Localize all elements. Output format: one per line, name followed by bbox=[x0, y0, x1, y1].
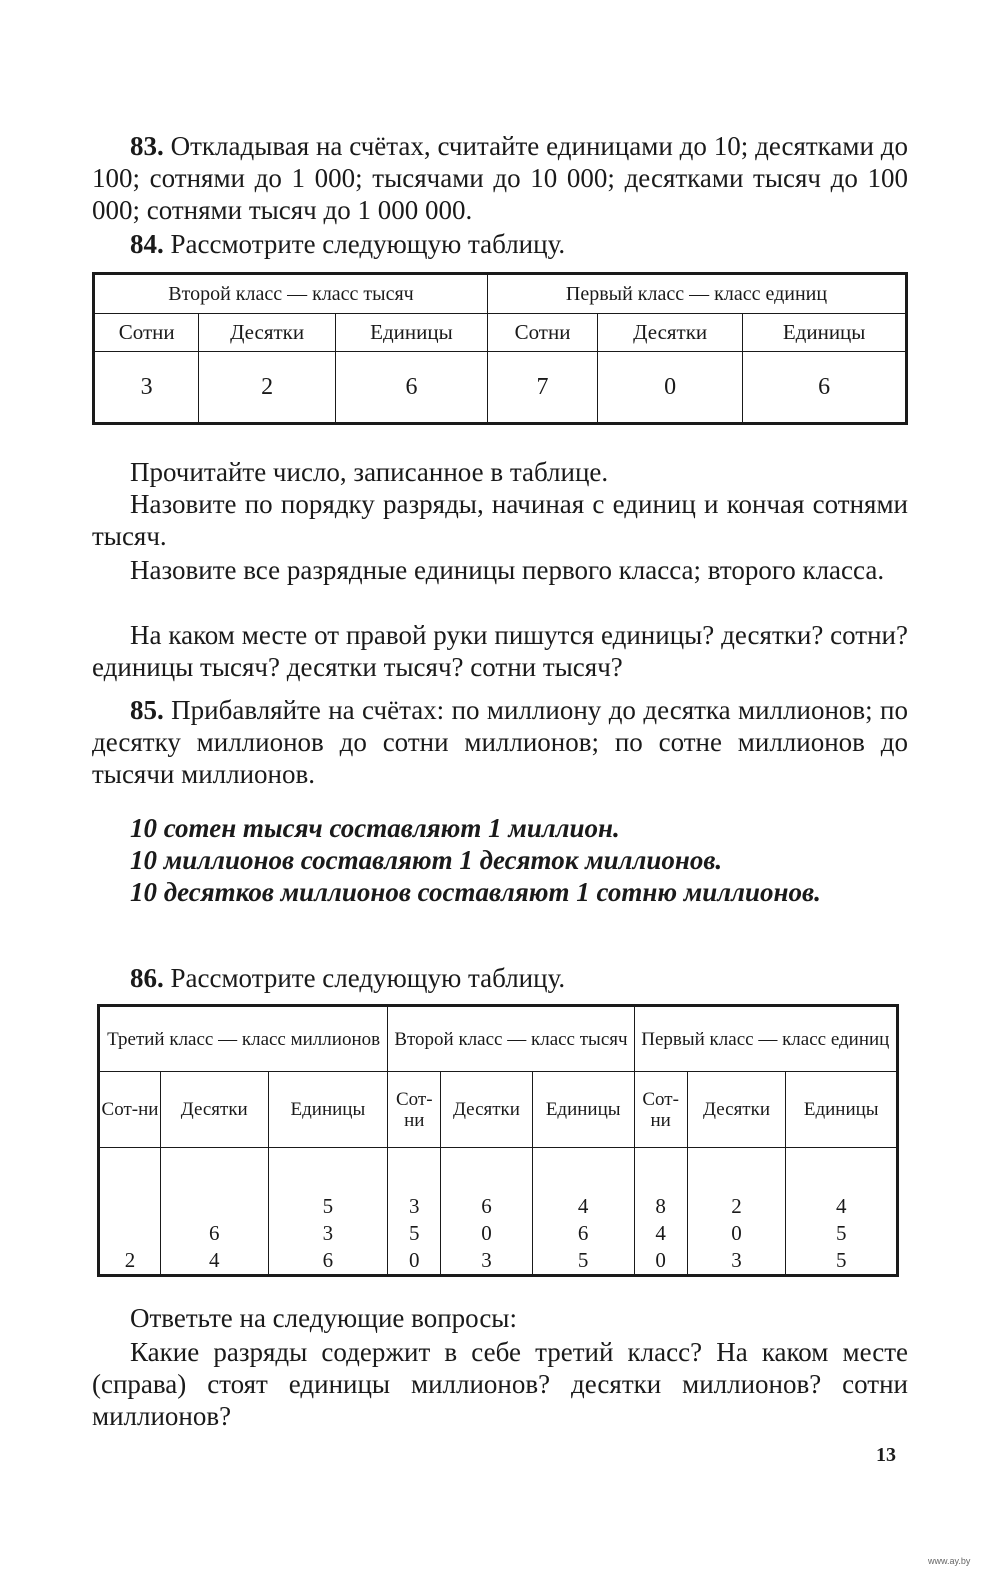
digit-cell: 4 bbox=[577, 1194, 589, 1218]
class-header: Второй класс — класс тысяч bbox=[388, 1006, 634, 1072]
digit-cell: 2 bbox=[199, 352, 336, 424]
column-header: Десятки bbox=[199, 314, 336, 352]
watermark: www.ay.by bbox=[928, 1556, 971, 1566]
column-header: Единицы bbox=[268, 1072, 388, 1148]
exercise-86 bbox=[92, 962, 908, 994]
digit-table-thousands bbox=[92, 272, 908, 425]
column-header: Единицы bbox=[786, 1072, 898, 1148]
digit-cell: 8 bbox=[655, 1194, 666, 1218]
digit-table-millions bbox=[97, 1004, 899, 1277]
digit-cell: 5 bbox=[835, 1248, 847, 1272]
exercise-83 bbox=[92, 130, 908, 226]
digit-cell: 6 bbox=[209, 1221, 220, 1245]
digit-cell: 2 bbox=[731, 1194, 742, 1218]
digit-cell bbox=[161, 1193, 268, 1220]
exercise-number: 84. bbox=[130, 229, 164, 259]
digit-column bbox=[161, 1148, 269, 1276]
column-header: Десятки bbox=[441, 1072, 532, 1148]
class-header: Первый класс — класс единиц bbox=[488, 274, 907, 314]
exercise-number: 86. bbox=[130, 963, 164, 993]
page-number: 13 bbox=[876, 1444, 896, 1466]
digit-cell: 6 bbox=[743, 352, 907, 424]
digit-cell: 7 bbox=[488, 352, 598, 424]
column-header: Единицы bbox=[335, 314, 487, 352]
class-header: Третий класс — класс миллионов bbox=[99, 1006, 388, 1072]
column-header: Сот-ни bbox=[634, 1072, 687, 1148]
column-header: Сот-ни bbox=[99, 1072, 161, 1148]
rule-line: 10 сотен тысяч составляют 1 миллион. bbox=[130, 813, 620, 843]
question: Какие разряды содержит в себе третий класс? На каком месте (справа) стоят единицы миллионов? десятки миллионов? сотни миллионов? bbox=[92, 1337, 908, 1431]
digit-cell: 4 bbox=[655, 1221, 666, 1245]
digit-cell: 3 bbox=[94, 352, 199, 424]
digit-cell: 5 bbox=[322, 1194, 334, 1218]
digit-cell: 5 bbox=[835, 1221, 847, 1245]
exercise-number: 83. bbox=[130, 131, 164, 161]
digit-cell: 4 bbox=[835, 1194, 847, 1218]
digit-cell: 5 bbox=[409, 1221, 420, 1245]
column-header: Сот-ни bbox=[388, 1072, 441, 1148]
digit-cell: 6 bbox=[481, 1194, 492, 1218]
digit-cell: 3 bbox=[481, 1248, 492, 1272]
question: Прочитайте число, записанное в таблице. bbox=[130, 457, 609, 487]
exercise-text: Рассмотрите следующую таблицу. bbox=[163, 229, 566, 259]
digit-cell: 0 bbox=[731, 1221, 742, 1245]
digit-column bbox=[687, 1148, 786, 1276]
digit-column bbox=[532, 1148, 634, 1276]
question: Назовите все разрядные единицы первого класса; второго класса. bbox=[130, 555, 885, 585]
digit-cell: 6 bbox=[335, 352, 487, 424]
exercise-84 bbox=[92, 228, 908, 260]
column-header: Единицы bbox=[743, 314, 907, 352]
digit-cell bbox=[100, 1220, 160, 1247]
rule-line: 10 десятков миллионов составляют 1 сотню миллионов. bbox=[130, 877, 821, 907]
class-header: Первый класс — класс единиц bbox=[634, 1006, 897, 1072]
digit-cell: 0 bbox=[598, 352, 743, 424]
digit-cell: 4 bbox=[209, 1248, 220, 1272]
exercise-text: Откладывая на счётах, считайте единицами до 10; десятками до 100; сотнями до 1 000; тысячами до 10 000; десятками тысяч до 100 000; сотнями тысяч до 1 000 000. bbox=[92, 131, 908, 225]
digit-column bbox=[99, 1148, 161, 1276]
question: Назовите по порядку разряды, начиная с единиц и кончая сотнями тысяч. bbox=[92, 489, 908, 551]
digit-cell: 0 bbox=[655, 1248, 666, 1272]
column-header: Сотни bbox=[488, 314, 598, 352]
digit-cell: 3 bbox=[322, 1221, 334, 1245]
rule-line: 10 миллионов составляют 1 десяток миллионов. bbox=[130, 845, 723, 875]
exercise-text: Прибавляйте на счётах: по миллиону до десятка миллионов; по десятку миллионов до сотни миллионов; по сотне миллионов до тысячи миллионов. bbox=[92, 695, 908, 789]
column-header: Единицы bbox=[532, 1072, 634, 1148]
digit-column bbox=[441, 1148, 532, 1276]
digit-column bbox=[634, 1148, 687, 1276]
class-header: Второй класс — класс тысяч bbox=[94, 274, 488, 314]
digit-column bbox=[388, 1148, 441, 1276]
exercise-number: 85. bbox=[130, 695, 164, 725]
digit-cell bbox=[100, 1193, 160, 1220]
column-header: Десятки bbox=[598, 314, 743, 352]
digit-cell: 5 bbox=[577, 1248, 589, 1272]
question: На каком месте от правой руки пишутся единицы? десятки? сотни? единицы тысяч? десятки тысяч? сотни тысяч? bbox=[92, 620, 908, 682]
question: Ответьте на следующие вопросы: bbox=[130, 1303, 517, 1333]
digit-column bbox=[786, 1148, 898, 1276]
digit-cell: 3 bbox=[409, 1194, 420, 1218]
digit-cell: 6 bbox=[322, 1248, 334, 1272]
digit-column bbox=[268, 1148, 388, 1276]
digit-cell: 6 bbox=[577, 1221, 589, 1245]
column-header: Сотни bbox=[94, 314, 199, 352]
digit-cell: 0 bbox=[481, 1221, 492, 1245]
column-header: Десятки bbox=[161, 1072, 269, 1148]
digit-cell: 0 bbox=[409, 1248, 420, 1272]
digit-cell: 2 bbox=[124, 1248, 136, 1272]
column-header: Десятки bbox=[687, 1072, 786, 1148]
exercise-text: Рассмотрите следующую таблицу. bbox=[163, 963, 566, 993]
digit-cell: 3 bbox=[731, 1248, 742, 1272]
exercise-85 bbox=[92, 694, 908, 790]
